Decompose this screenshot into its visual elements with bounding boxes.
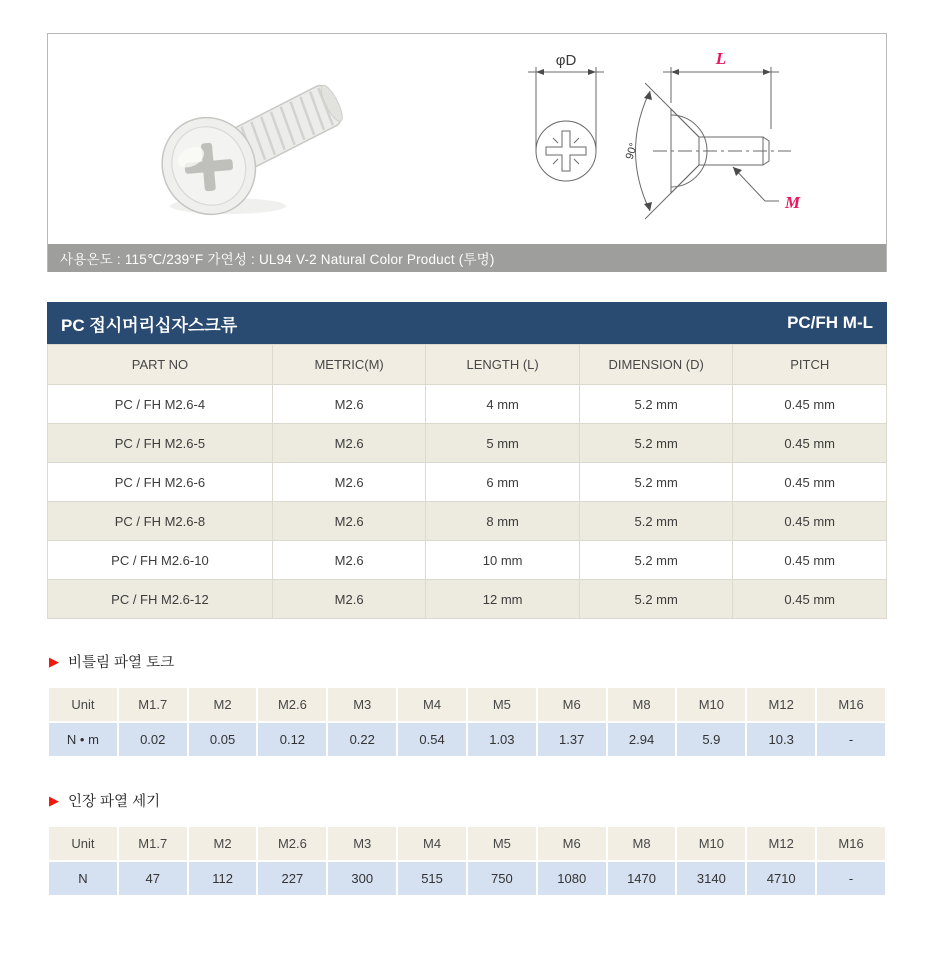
col-header: M2 [189, 688, 257, 721]
col-header-partno: PART NO [48, 345, 273, 385]
section-title-text: 인장 파열 세기 [68, 794, 161, 810]
pitch: 0.45 mm [733, 385, 887, 424]
unit-cell: N • m [49, 723, 117, 756]
value-cell: 0.22 [328, 723, 396, 756]
value-cell: 112 [189, 862, 257, 895]
col-header-dimension: DIMENSION (D) [579, 345, 733, 385]
value-cell: - [817, 862, 885, 895]
value-cell: 1470 [608, 862, 676, 895]
col-header: M2.6 [258, 827, 326, 860]
col-header: M3 [328, 827, 396, 860]
metric: M2.6 [272, 502, 426, 541]
angle-dim-label: 90° [623, 141, 641, 162]
page [47, 33, 887, 897]
section-marker-icon: ▶ [49, 793, 59, 808]
metric-dim-label: M [785, 193, 801, 212]
value-cell: 5.9 [677, 723, 745, 756]
title-bar [47, 302, 887, 344]
length: 10 mm [426, 541, 580, 580]
value-cell: 1080 [538, 862, 606, 895]
tensile-header-row [49, 827, 885, 860]
col-header-length: LENGTH (L) [426, 345, 580, 385]
product-photo-image [108, 46, 408, 236]
value-cell: 0.12 [258, 723, 326, 756]
col-header: M5 [468, 827, 536, 860]
section-tensile-title [49, 790, 887, 811]
torque-table [47, 686, 887, 758]
pitch: 0.45 mm [733, 502, 887, 541]
value-cell: 0.02 [119, 723, 187, 756]
section-marker-icon: ▶ [49, 654, 59, 669]
technical-drawing [503, 39, 883, 239]
value-cell: 0.54 [398, 723, 466, 756]
value-cell: 10.3 [747, 723, 815, 756]
col-header: M5 [468, 688, 536, 721]
col-header: M4 [398, 827, 466, 860]
metric: M2.6 [272, 541, 426, 580]
length-dim-label: L [715, 49, 727, 68]
pitch: 0.45 mm [733, 541, 887, 580]
tensile-table [47, 825, 887, 897]
col-header: Unit [49, 827, 117, 860]
col-header: M1.7 [119, 688, 187, 721]
col-header: M8 [608, 827, 676, 860]
part-no: PC / FH M2.6-6 [48, 463, 273, 502]
tensile-value-row [49, 862, 885, 895]
col-header: M8 [608, 688, 676, 721]
figure-caption: 사용온도 : 115℃/239°F 가연성 : UL94 V-2 Natural Color Product (투명) [48, 244, 886, 272]
dimension: 5.2 mm [579, 580, 733, 619]
product-figure [47, 33, 887, 272]
col-header: M10 [677, 688, 745, 721]
dimension: 5.2 mm [579, 424, 733, 463]
torque-value-row [49, 723, 885, 756]
torque-header-row [49, 688, 885, 721]
value-cell: 3140 [677, 862, 745, 895]
section-title-text: 비틀림 파열 토크 [68, 655, 175, 671]
col-header-pitch: PITCH [733, 345, 887, 385]
metric: M2.6 [272, 580, 426, 619]
col-header: M4 [398, 688, 466, 721]
value-cell: 515 [398, 862, 466, 895]
dimension: 5.2 mm [579, 541, 733, 580]
col-header: M16 [817, 688, 885, 721]
spec-table [47, 344, 887, 619]
table-row [48, 385, 887, 424]
length: 4 mm [426, 385, 580, 424]
part-no: PC / FH M2.6-12 [48, 580, 273, 619]
value-cell: - [817, 723, 885, 756]
spec-header-row [48, 345, 887, 385]
col-header: M10 [677, 827, 745, 860]
figure-body [48, 34, 886, 244]
metric: M2.6 [272, 424, 426, 463]
dimension: 5.2 mm [579, 385, 733, 424]
section-torque-title [49, 651, 887, 672]
value-cell: 750 [468, 862, 536, 895]
table-row [48, 541, 887, 580]
value-cell: 300 [328, 862, 396, 895]
value-cell: 1.03 [468, 723, 536, 756]
value-cell: 1.37 [538, 723, 606, 756]
col-header: M6 [538, 827, 606, 860]
col-header-metric: METRIC(M) [272, 345, 426, 385]
metric: M2.6 [272, 385, 426, 424]
part-no: PC / FH M2.6-8 [48, 502, 273, 541]
dimension: 5.2 mm [579, 463, 733, 502]
col-header: M12 [747, 688, 815, 721]
metric: M2.6 [272, 463, 426, 502]
value-cell: 227 [258, 862, 326, 895]
col-header: M6 [538, 688, 606, 721]
length: 5 mm [426, 424, 580, 463]
col-header: M2 [189, 827, 257, 860]
unit-cell: N [49, 862, 117, 895]
value-cell: 47 [119, 862, 187, 895]
model-code: PC/FH M-L [787, 313, 873, 332]
length: 8 mm [426, 502, 580, 541]
col-header: M2.6 [258, 688, 326, 721]
part-no: PC / FH M2.6-4 [48, 385, 273, 424]
value-cell: 4710 [747, 862, 815, 895]
diameter-dim-label: φD [555, 52, 577, 69]
table-row [48, 502, 887, 541]
pitch: 0.45 mm [733, 463, 887, 502]
pitch: 0.45 mm [733, 580, 887, 619]
part-no: PC / FH M2.6-5 [48, 424, 273, 463]
length: 6 mm [426, 463, 580, 502]
table-row [48, 580, 887, 619]
col-header: M3 [328, 688, 396, 721]
part-no: PC / FH M2.6-10 [48, 541, 273, 580]
col-header: Unit [49, 688, 117, 721]
col-header: M16 [817, 827, 885, 860]
table-row [48, 463, 887, 502]
page-title: PC 접시머리십자스크류 [61, 315, 238, 335]
col-header: M1.7 [119, 827, 187, 860]
pitch: 0.45 mm [733, 424, 887, 463]
value-cell: 2.94 [608, 723, 676, 756]
length: 12 mm [426, 580, 580, 619]
table-row [48, 424, 887, 463]
dimension: 5.2 mm [579, 502, 733, 541]
value-cell: 0.05 [189, 723, 257, 756]
col-header: M12 [747, 827, 815, 860]
